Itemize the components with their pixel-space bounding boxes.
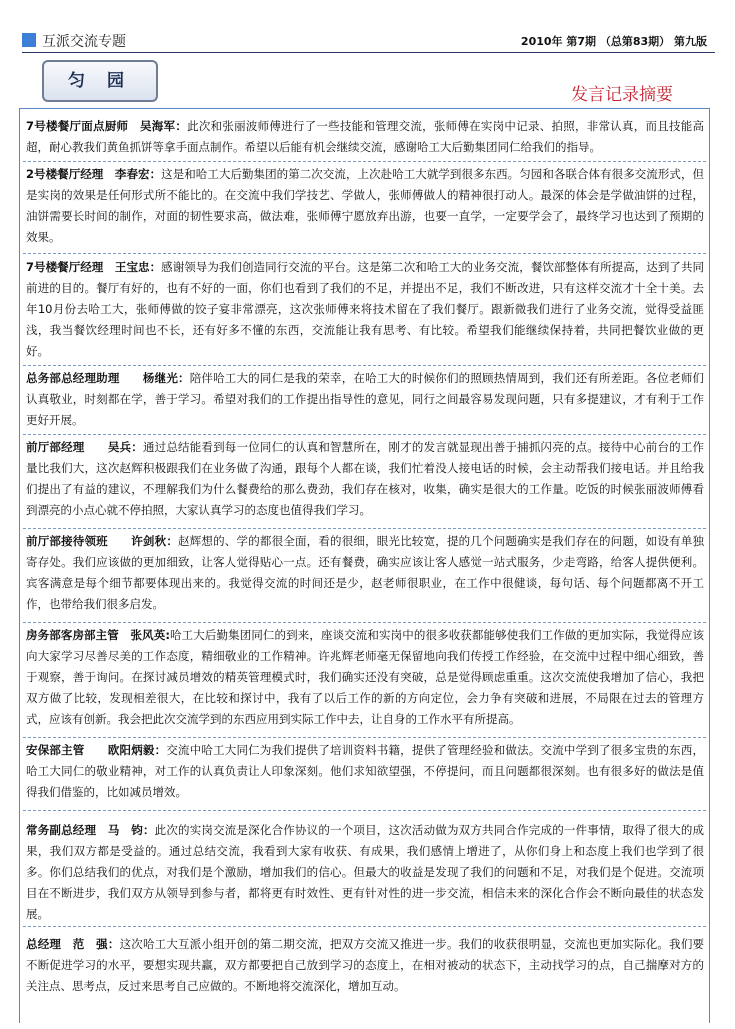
speech-text: 交流中哈工大同仁为我们提供了培训资料书籍，提供了管理经验和做法。交流中学到了很多宝贵的东西，哈工大同仁的敬业精神，对工作的认真负责让人印象深刻。他们求知欲望强，不停提问，而且问题都很深刻。也有很多好的做法是值得我们借鉴的，比如减员增效。 xyxy=(26,743,705,799)
column-logo-text: 匀 园 xyxy=(68,71,132,91)
column-logo xyxy=(42,60,158,102)
entry-divider xyxy=(23,434,706,435)
speech-text: 哈工大后勤集团同仁的到来，座谈交流和实岗中的很多收获都能够使我们工作做的更加实际，我觉得应该向大家学习尽善尽美的工作态度，精细敬业的工作精神。许兆辉老师毫无保留地向我们传授工作经验，在交流中过程中细心细致，善于观察，善于询问。在探讨减员增效的精英管理模式时，我们确实还没有突破，总是觉得顾虑重重。这次交流使我增加了信心，我把双方做了比较，发现相差很大，在比较和探讨中，我有了以后工作的新的方向定位，会力争有突破和进展，不局限在过去的管理方式，应该有创新。我会把此次交流学到的东西应用到实际工作中去，让自身的工作水平有所提高。 xyxy=(26,628,705,726)
speech-text: 通过总结能看到每一位同仁的认真和智慧所在，刚才的发言就显现出善于捕抓闪亮的点。接待中心前台的工作量比我们大，这次赵辉积极跟我们在业务做了沟通，跟每个人都在谈，我们忙着没人接电话的时候，会主动帮我们接电话。并且给我们提出了有益的建议，不理解我们为什么餐费给的那么费劲，我们存在核对，收集，确实是很大的工作量。吃饭的时候张丽波师傅看到漂亮的小点心就不停拍照，大家认真学习的态度也值得我们学习。 xyxy=(26,440,705,517)
speaker-separator: ： xyxy=(149,167,162,181)
speech-entry xyxy=(26,437,704,521)
speaker-separator: : xyxy=(165,628,170,642)
speech-entry xyxy=(26,820,704,925)
entry-divider xyxy=(23,810,706,811)
page-header xyxy=(22,30,715,52)
speaker-name: 前厅部接待领班 许剑秋 xyxy=(26,534,167,548)
entry-divider xyxy=(23,737,706,738)
speech-text: 陪伴哈工大的同仁是我的荣幸，在哈工大的时候你们的照顾热情周到，我们还有所差距。各位老师们认真敬业，时刻都在学，善于学习。希望对我们的工作提出指导性的意见，同行之间最容易发现问题，只有多提建议，才有利于工作更好开展。 xyxy=(26,371,705,427)
speech-entry xyxy=(26,368,704,431)
entry-divider xyxy=(23,926,706,927)
speaker-name: 房务部客房部主管 张风英 xyxy=(26,628,166,642)
speaker-separator: ： xyxy=(154,743,167,757)
entry-divider xyxy=(23,622,706,623)
speaker-separator: ： xyxy=(178,371,190,385)
entry-divider xyxy=(23,528,706,529)
speaker-separator: ： xyxy=(175,119,188,133)
speaker-name: 总经理 范 强 xyxy=(26,937,108,951)
speaker-separator: ： xyxy=(142,823,155,837)
section-title: 发言记录摘要 xyxy=(571,85,673,105)
header-divider xyxy=(22,52,715,53)
entry-divider xyxy=(23,253,706,254)
header-square-icon xyxy=(22,33,36,47)
speech-entry xyxy=(26,164,704,248)
issue-info: 2010年 第7期 （总第83期） 第九版 xyxy=(520,35,707,48)
speech-text: 此次和张丽波师傅进行了一些技能和管理交流，张师傅在实岗中记录、拍照，非常认真，而且技能高超，耐心教我们黄鱼抓饼等拿手面点制作。希望以后能有机会继续交流，感谢哈工大后勤集团同仁给我们的指导。 xyxy=(26,119,704,154)
speech-entry xyxy=(26,625,704,730)
speech-text: 此次的实岗交流是深化合作协议的一个项目，这次活动做为双方共同合作完成的一件事情，取得了很大的成果，我们双方都是受益的。通过总结交流，我看到大家有收获、有成果，我们感情上增进了，从你们身上和态度上我们也学到了很多。你们总结我们的优点，对我们是个激励，增加我们的信心。但最大的收益是发现了我们的问题和不足，对我们是个促进。交流项目在不断进步，我们双方从领导到参与者，都将更有时效性、更有针对性的进一步交流，相信未来的深化合作会不断向最佳的状态发展。 xyxy=(26,823,705,921)
speech-text: 这次哈工大互派小组开创的第二期交流，把双方交流又推进一步。我们的收获很明显，交流也更加实际化。我们要不断促进学习的水平，要想实现共赢，双方都要把自己放到学习的态度上，在相对被动的状态下，主动找学习的点，自己揣摩对方的关注点、思考点，反过来思考自己应做的。不断地将交流深化，增加互动。 xyxy=(26,937,705,993)
speech-text: 赵辉想的、学的都很全面，看的很细，眼光比较宽，提的几个问题确实是我们存在的问题，如设有单独寄存处。我们应该做的更加细致，让客人觉得贴心一点。还有餐费，确实应该让客人感觉一站式服务，少走弯路，给客人提供便利。宾客满意是每个细节都要体现出来的。我觉得交流的时间还是少，赵老师很职业，在工作中很健谈，每句话、每个问题都离不开工作，也带给我们很多启发。 xyxy=(26,534,705,611)
speaker-name: 常务副总经理 马 钧 xyxy=(26,823,143,837)
speech-entry xyxy=(26,116,704,158)
speech-text: 感谢领导为我们创造同行交流的平台。这是第二次和哈工大的业务交流，餐饮部整体有所提高，达到了共同前进的目的。餐厅有好的，也有不好的一面，你们也看到了我们的不足，并提出不足，我们不断改进，只有这样交流才十全十美。去年10月份去哈工大，张师傅做的饺子宴非常漂亮，这次张师傅来将技术留在了我们餐厅。跟新微我们进行了业务交流，觉得受益匪浅，我当餐饮经理时间也不长，还有好多不懂的东西，交流能让我有思考、有比较。希望我们能继续保持着，共同把餐饮业做的更好。 xyxy=(26,260,705,358)
entry-divider xyxy=(23,365,706,366)
speech-text: 这是和哈工大后勤集团的第二次交流，上次赴哈工大就学到很多东西。匀园和各联合体有很多交流形式，但是实岗的效果是任何形式所不能比的。在交流中我们学技艺、学做人，张师傅做人的精神很打动人。最深的体会是学做油饼的过程，油饼需要长时间的制作，对面的韧性要求高，做法难，张师傅宁愿放弃出游，也要一直学，一定要学会了，最终学习也达到了预期的效果。 xyxy=(26,167,705,244)
speech-entry xyxy=(26,934,704,997)
speaker-name: 2号楼餐厅经理 李春宏 xyxy=(26,167,150,181)
speaker-separator: ： xyxy=(107,937,120,951)
speaker-name: 总务部总经理助理 杨继光 xyxy=(26,371,179,385)
speaker-separator: ： xyxy=(131,440,143,454)
speaker-name: 前厅部经理 吴兵 xyxy=(26,440,132,454)
content-frame xyxy=(19,108,710,1023)
speech-entry xyxy=(26,257,704,362)
speech-entry xyxy=(26,740,704,803)
speaker-name: 安保部主管 欧阳炳毅 xyxy=(26,743,155,757)
entry-divider xyxy=(23,161,706,162)
speaker-separator: ： xyxy=(166,534,179,548)
speech-entry xyxy=(26,531,704,615)
header-title: 互派交流专题 xyxy=(42,34,126,50)
speaker-separator: ： xyxy=(149,260,162,274)
speaker-name: 7号楼餐厅经理 王宝忠 xyxy=(26,260,150,274)
speaker-name: 7号楼餐厅面点厨师 吴海军 xyxy=(26,119,176,133)
